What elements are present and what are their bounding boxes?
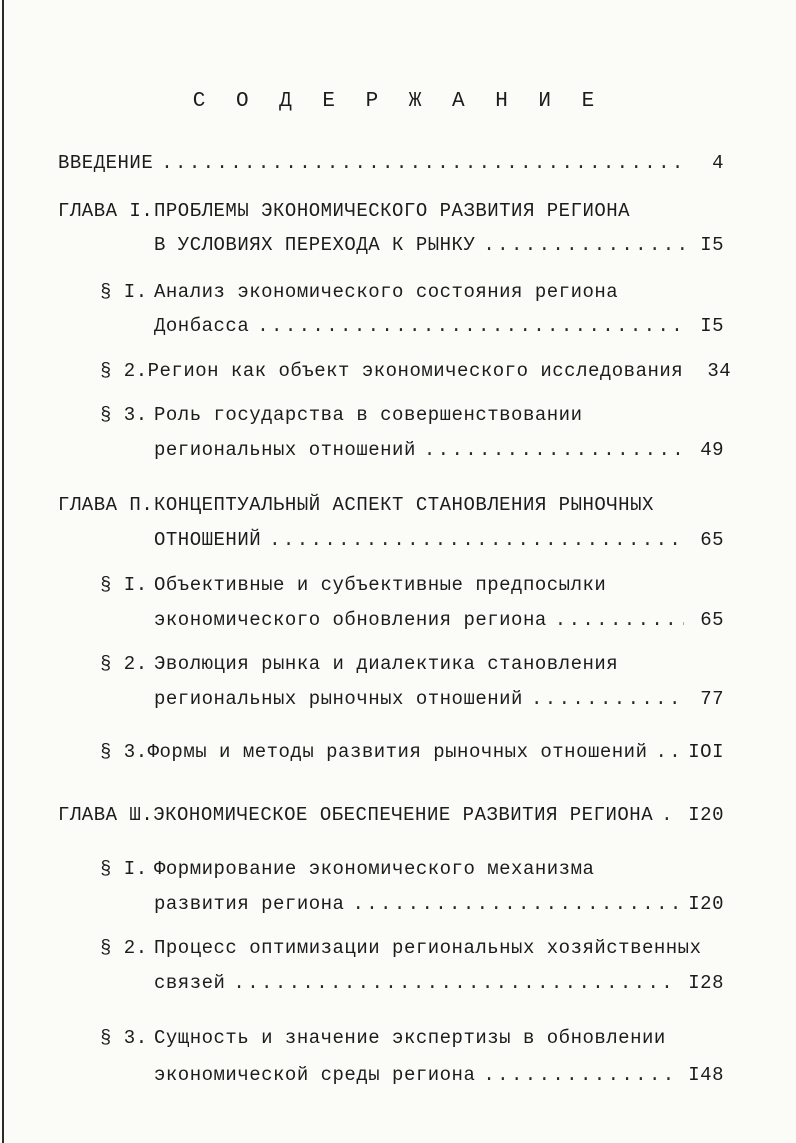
- section-mark: § 2.: [100, 937, 148, 959]
- dot-leader: [483, 1064, 678, 1086]
- chapter-title: ЭКОНОМИЧЕСКОЕ ОБЕСПЕЧЕНИЕ РАЗВИТИЯ РЕГИОНА: [153, 804, 654, 826]
- section-mark: § I.: [100, 281, 148, 303]
- chapter-heading[interactable]: [58, 494, 654, 516]
- page-number: IOI: [688, 741, 724, 763]
- toc-section-continued[interactable]: [154, 439, 724, 461]
- toc-section-continued[interactable]: [154, 972, 724, 994]
- section-title: Донбасса: [154, 315, 250, 337]
- toc-section[interactable]: [100, 1027, 666, 1049]
- chapter-heading[interactable]: [58, 200, 630, 222]
- page-title: С О Д Е Р Ж А Н И Е: [192, 90, 604, 113]
- section-mark: § 3.: [100, 1027, 148, 1049]
- page-number: I48: [688, 1064, 724, 1086]
- dot-leader: [257, 315, 684, 337]
- toc-section[interactable]: [100, 741, 724, 763]
- dot-leader: [555, 609, 684, 631]
- page-number: I20: [688, 804, 724, 826]
- section-title: Процесс оптимизации региональных хозяйственных: [154, 937, 702, 959]
- toc-section[interactable]: [100, 653, 618, 675]
- chapter-title: В УСЛОВИЯХ ПЕРЕХОДА К РЫНКУ: [154, 234, 476, 256]
- dot-leader: [661, 804, 678, 826]
- section-title: региональных отношений: [154, 439, 416, 461]
- toc-section-continued[interactable]: [154, 893, 724, 915]
- section-mark: § 3.: [100, 741, 148, 763]
- section-title: экономического обновления региона: [154, 609, 547, 631]
- section-mark: § 2.: [100, 360, 148, 382]
- page-number: I5: [700, 315, 724, 337]
- dot-leader: [656, 741, 679, 763]
- chapter-title: ПРОБЛЕМЫ ЭКОНОМИЧЕСКОГО РАЗВИТИЯ РЕГИОНА: [154, 200, 631, 222]
- toc-section[interactable]: [100, 574, 606, 596]
- chapter-heading-continued[interactable]: [154, 234, 724, 256]
- chapter-heading[interactable]: [58, 804, 724, 826]
- dot-leader: [531, 688, 684, 710]
- page-number: 77: [700, 688, 724, 710]
- section-title: Регион как объект экономического исследования: [147, 360, 684, 382]
- page-left-edge: [2, 0, 4, 1143]
- section-title: Сущность и значение экспертизы в обновлении: [154, 1027, 666, 1049]
- page-number: I28: [688, 972, 724, 994]
- dot-leader: [161, 152, 684, 174]
- page-number: 4: [712, 152, 724, 174]
- dot-leader: [269, 529, 684, 551]
- section-title: Объективные и субъективные предпосылки: [154, 574, 607, 596]
- page-number: 49: [700, 439, 724, 461]
- toc-section[interactable]: [100, 281, 618, 303]
- toc-entry-intro[interactable]: [58, 152, 724, 174]
- toc-section[interactable]: [100, 404, 582, 426]
- toc-section-continued[interactable]: [154, 609, 724, 631]
- page-number: I20: [688, 893, 724, 915]
- page-number: 65: [700, 609, 724, 631]
- toc-section[interactable]: [100, 360, 732, 382]
- section-title: связей: [154, 972, 226, 994]
- section-title: Анализ экономического состояния региона: [154, 281, 619, 303]
- section-title: региональных рыночных отношений: [154, 688, 523, 710]
- section-mark: § 2.: [100, 653, 148, 675]
- toc-section[interactable]: [100, 858, 594, 880]
- section-title: Формирование экономического механизма: [154, 858, 595, 880]
- section-title: экономической среды региона: [154, 1064, 476, 1086]
- toc-section[interactable]: [100, 937, 702, 959]
- chapter-label: ГЛАВА I.: [58, 200, 154, 222]
- page-number: I5: [700, 234, 724, 256]
- section-title: Эволюция рынка и диалектика становления: [154, 653, 619, 675]
- dot-leader: [233, 972, 678, 994]
- toc-section-continued[interactable]: [154, 315, 724, 337]
- dot-leader: [352, 893, 678, 915]
- section-mark: § I.: [100, 574, 148, 596]
- section-mark: § I.: [100, 858, 148, 880]
- dot-leader: [424, 439, 684, 461]
- toc-section-continued[interactable]: [154, 688, 724, 710]
- section-title: Формы и методы развития рыночных отношений: [147, 741, 648, 763]
- section-mark: § 3.: [100, 404, 148, 426]
- page-number: 65: [700, 529, 724, 551]
- chapter-title: ОТНОШЕНИЙ: [154, 529, 262, 551]
- chapter-label: ГЛАВА П.: [58, 494, 154, 516]
- chapter-heading-continued[interactable]: [154, 529, 724, 551]
- section-title: Роль государства в совершенствовании: [154, 404, 583, 426]
- toc-section-continued[interactable]: [154, 1064, 724, 1086]
- toc-entry-label: ВВЕДЕНИЕ: [58, 152, 154, 174]
- chapter-title: КОНЦЕПТУАЛЬНЫЙ АСПЕКТ СТАНОВЛЕНИЯ РЫНОЧНЫХ: [154, 494, 654, 516]
- page-number: 34: [707, 360, 732, 382]
- section-title: развития региона: [154, 893, 345, 915]
- chapter-label: ГЛАВА Ш.: [58, 804, 154, 826]
- dot-leader: [483, 234, 684, 256]
